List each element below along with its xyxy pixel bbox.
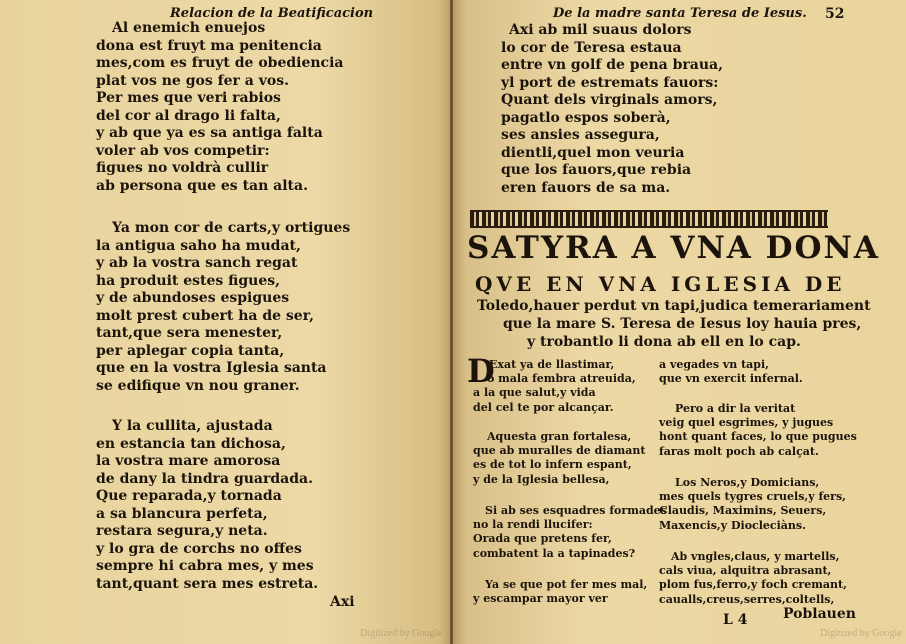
col1-stanza-4	[473, 578, 647, 606]
verse-line: Maxencis,y Diocleciàns.	[659, 518, 806, 532]
verse-line: Al enemich enuejos	[112, 20, 266, 36]
verse-line: Per mes que veri rabios	[96, 90, 281, 106]
verse-line: Exat ya de llastimar,	[489, 358, 615, 371]
verse-line: y de la Iglesia bellesa,	[473, 472, 610, 486]
col2-stanza-2	[659, 402, 857, 459]
col2-stanza-3	[659, 476, 846, 533]
verse-line: del cor al drago li falta,	[96, 107, 281, 124]
verse-line: en estancia tan dichosa,	[96, 435, 286, 452]
verse-line: Orada que pretens fer,	[473, 532, 612, 546]
verse-line: hont quant faces, lo que pugues	[659, 430, 857, 444]
verse-line: ab persona que es tan alta.	[96, 177, 308, 194]
left-catchword: Axi	[330, 594, 355, 610]
verse-line: restara segura,y neta.	[96, 523, 268, 539]
verse-line: mes quels tygres cruels,y fers,	[659, 490, 846, 504]
poem-title: SATYRA A VNA DONA	[467, 230, 880, 266]
verse-line: tant,que sera menester,	[96, 325, 283, 341]
verse-line: plat vos ne gos fer a vos.	[96, 72, 289, 89]
verse-line: la vostra mare amorosa	[96, 453, 281, 469]
right-catchword: Poblauen	[783, 606, 856, 622]
verse-line: mes,com es fruyt de obediencia	[96, 55, 344, 71]
verse-line: lo cor de Teresa estaua	[501, 39, 682, 56]
verse-line: se edifique vn nou graner.	[96, 377, 300, 394]
col2-stanza-4	[659, 550, 847, 607]
col1-stanza-3	[473, 504, 667, 561]
subtitle-line: Toledo,hauer perdut vn tapi,judica temerariament	[477, 298, 871, 314]
subtitle-line: que la mare S. Teresa de Iesus loy hauia pres,	[503, 316, 862, 332]
subtitle-line: y trobantlo li dona ab ell en lo cap.	[527, 334, 801, 350]
verse-line: pagatlo espos soberà,	[501, 109, 671, 126]
signature-mark: L 4	[723, 612, 748, 628]
verse-line: o mala fembra atreuida,	[487, 372, 636, 386]
verse-line: Ya se que pot fer mes mal,	[485, 578, 648, 591]
verse-line: Pero a dir la veritat	[675, 402, 796, 415]
watermark-right: Digitized by Google	[820, 628, 902, 639]
col1-stanza-1	[473, 358, 636, 415]
verse-line: entre vn golf de pena braua,	[501, 57, 723, 73]
verse-line: Que reparada,y tornada	[96, 488, 282, 504]
verse-line: dona est fruyt ma penitencia	[96, 37, 322, 54]
verse-line: y de abundoses espigues	[96, 290, 290, 306]
verse-line: es de tot lo infern espant,	[473, 458, 632, 472]
right-top-stanza	[501, 22, 723, 197]
verse-line: combatent la a tapinades?	[473, 546, 636, 560]
verse-line: yl port de estremats fauors:	[501, 74, 719, 91]
verse-line: Ab vngles,claus, y martells,	[671, 550, 840, 563]
right-page	[453, 0, 906, 644]
right-running-head: De la madre santa Teresa de Iesus.	[553, 6, 807, 21]
verse-line: que ab muralles de diamant	[473, 444, 646, 458]
verse-line: Y la cullita, ajustada	[112, 418, 273, 434]
verse-line: de dany la tindra guardada.	[96, 470, 313, 487]
verse-line: a sa blancura perfeta,	[96, 505, 268, 522]
col1-stanza-2	[473, 430, 645, 487]
verse-line: tant,quant sera mes estreta.	[96, 575, 319, 592]
verse-line: que en la vostra Iglesia santa	[96, 360, 327, 376]
verse-line: y escampar mayor ver	[473, 592, 608, 606]
verse-line: ses ansies assegura,	[501, 127, 660, 143]
verse-line: Axi ab mil suaus dolors	[509, 22, 692, 38]
page-number: 52	[825, 6, 845, 22]
verse-line: Aquesta gran fortalesa,	[487, 430, 632, 443]
verse-line: voler ab vos competir:	[96, 142, 270, 159]
verse-line: no la rendi llucifer:	[473, 518, 593, 532]
verse-line: que los fauors,que rebia	[501, 162, 692, 178]
verse-line: dientli,quel mon veuria	[501, 144, 685, 161]
poem-subtitle: QVE EN VNA IGLESIA DE	[475, 272, 846, 296]
verse-line: y lo gra de corchs no offes	[96, 540, 302, 557]
verse-line: figues no voldrà cullir	[96, 160, 269, 176]
verse-line: y ab que ya es sa antiga falta	[96, 125, 323, 141]
left-stanza-3	[96, 418, 318, 593]
left-stanza-2	[96, 220, 350, 395]
verse-line: veig quel esgrimes, y jugues	[659, 416, 834, 430]
verse-line: Ya mon cor de carts,y ortigues	[112, 220, 351, 236]
left-page	[0, 0, 452, 644]
verse-line: Claudis, Maximins, Seuers,	[659, 504, 827, 518]
watermark-left: Digitized by Google	[360, 628, 442, 639]
verse-line: caualls,creus,serres,coltells,	[659, 592, 835, 606]
verse-line: molt prest cubert ha de ser,	[96, 307, 314, 324]
verse-line: del cel te por alcançar.	[473, 400, 614, 414]
left-stanza-1	[96, 20, 343, 195]
verse-line: la antigua saho ha mudat,	[96, 237, 301, 254]
verse-line: que vn exercit infernal.	[659, 372, 803, 386]
verse-line: per aplegar copia tanta,	[96, 342, 285, 359]
verse-line: plom fus,ferro,y foch cremant,	[659, 578, 847, 592]
verse-line: ha produit estes figues,	[96, 272, 280, 289]
verse-line: a vegades vn tapi,	[659, 358, 770, 371]
ornamental-border	[470, 210, 828, 228]
verse-line: sempre hi cabra mes, y mes	[96, 558, 314, 574]
verse-line: faras molt poch ab calçat.	[659, 444, 819, 458]
drop-cap: D	[467, 352, 495, 390]
col2-stanza-1	[659, 358, 803, 386]
verse-line: Quant dels virginals amors,	[501, 92, 718, 108]
verse-line: Si ab ses esquadres formades	[485, 504, 667, 517]
verse-line: a la que salut,y vida	[473, 386, 596, 400]
verse-line: y ab la vostra sanch regat	[96, 255, 298, 271]
left-running-head: Relacion de la Beatificacion	[170, 6, 374, 21]
verse-line: cals viua, alquitra abrasant,	[659, 564, 832, 578]
verse-line: eren fauors de sa ma.	[501, 179, 671, 196]
verse-line: Los Neros,y Domicians,	[675, 476, 820, 489]
